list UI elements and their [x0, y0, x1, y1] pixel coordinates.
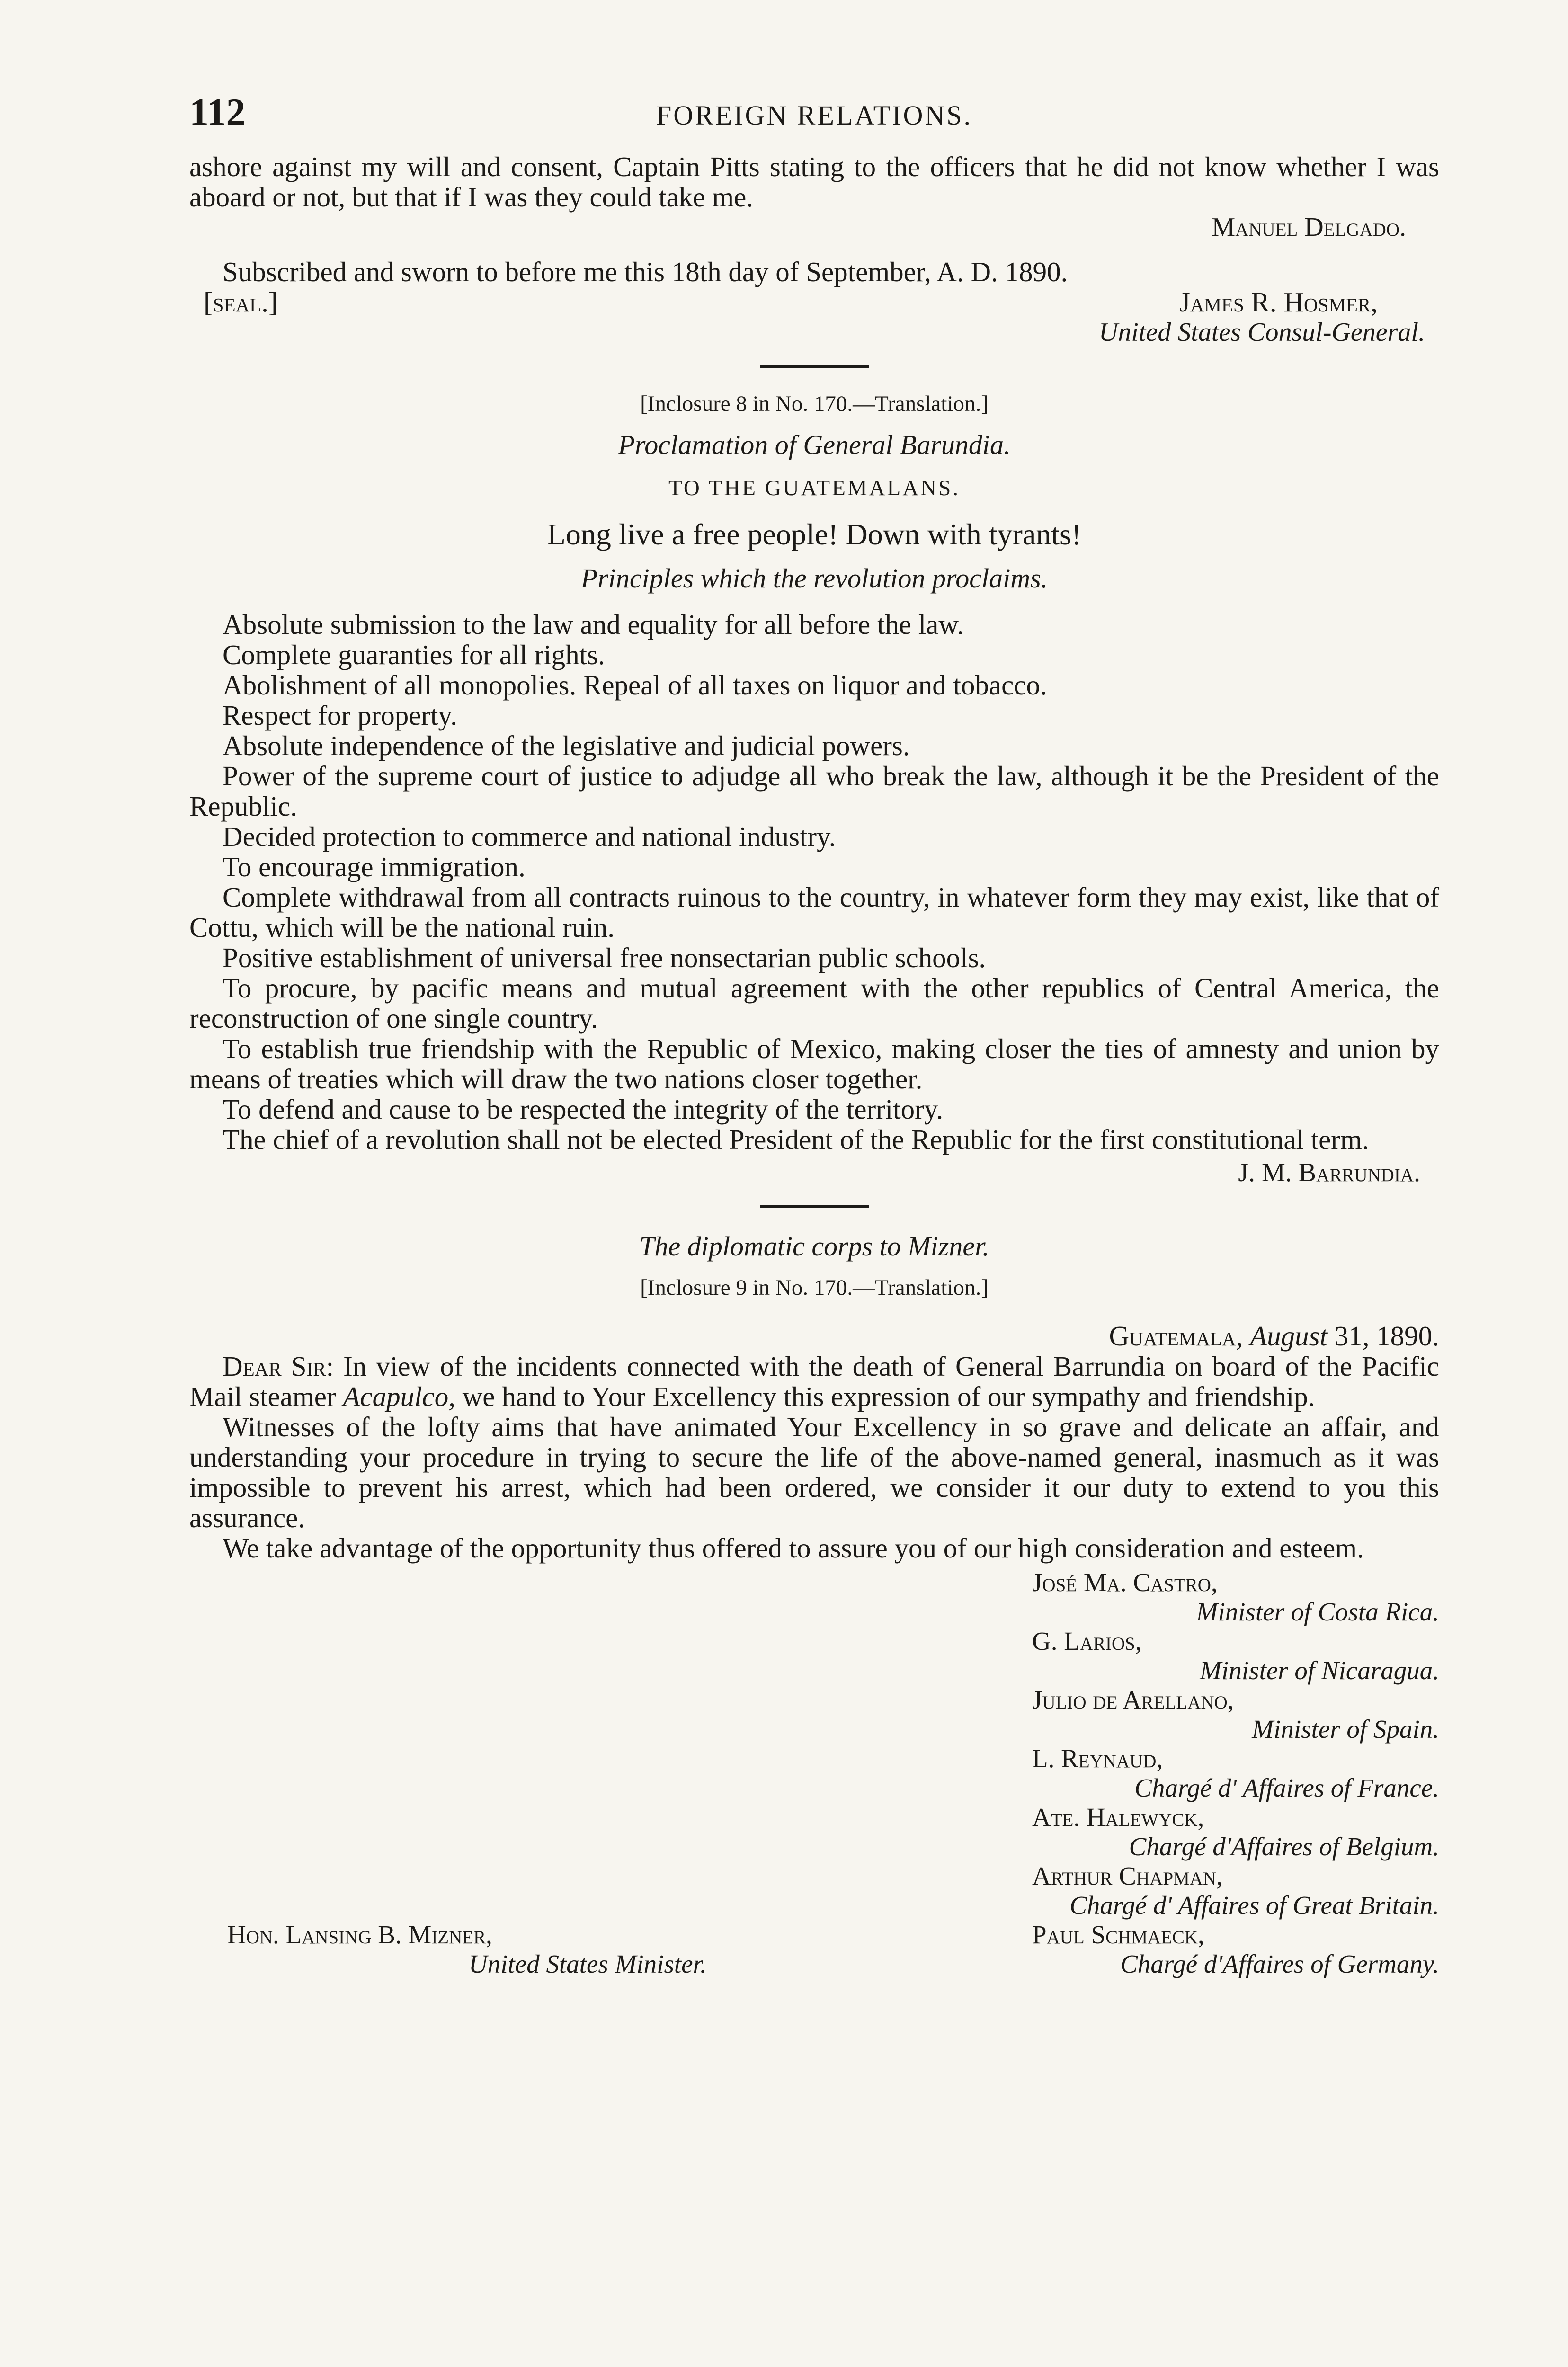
signatory-title: Chargé d' Affaires of Great Britain.	[1069, 1891, 1439, 1920]
letter-text: In view of the incidents connected with the death of General Barrundia on board of the Pacific Mail steamer	[189, 1351, 1439, 1412]
dateline-place: Guatemala,	[1109, 1320, 1243, 1352]
dateline-day-year: 31, 1890.	[1334, 1320, 1439, 1352]
signature-delgado: Manuel Delgado.	[1212, 213, 1406, 242]
running-title: FOREIGN RELATIONS.	[656, 100, 973, 131]
principle-item: To defend and cause to be respected the integrity of the territory.	[223, 1094, 944, 1125]
signatory-title: Chargé d'Affaires of Germany.	[1120, 1949, 1439, 1978]
signatory-name: Arthur Chapman,	[1032, 1861, 1223, 1890]
principle-item: The chief of a revolution shall not be elected President of the Republic for the first constitutional term.	[223, 1124, 1369, 1155]
seal-mark: [seal.]	[204, 286, 278, 318]
proclamation-title: Proclamation of General Barundia.	[618, 429, 1011, 460]
principle-item: Respect for property.	[223, 700, 457, 731]
continued-paragraph: ashore against my will and consent, Captain Pitts stating to the officers that he did not know whether I was aboard or not, but that if I was they could take me.	[189, 151, 1439, 213]
signatories-block	[189, 1568, 1439, 1979]
page-number: 112	[189, 90, 246, 133]
principle-item: Decided protection to commerce and national industry.	[223, 821, 836, 852]
proclamation-addressee: TO THE GUATEMALANS.	[668, 476, 961, 500]
principle-item: To encourage immigration.	[223, 851, 526, 882]
principles-list	[189, 609, 1439, 1155]
dateline-month: August	[1250, 1320, 1327, 1352]
principle-item: Absolute submission to the law and equality for all before the law.	[223, 609, 964, 640]
signatory-name: José Ma. Castro,	[1032, 1568, 1218, 1597]
signatory-name: Ate. Halewyck,	[1032, 1803, 1204, 1832]
inclosure-8-label: [Inclosure 8 in No. 170.—Translation.]	[640, 392, 989, 416]
principle-item: Complete withdrawal from all contracts ruinous to the country, in whatever form they may exist, like that of Cottu, which will be the national ruin.	[189, 881, 1439, 943]
principle-item: Power of the supreme court of justice to adjudge all who break the law, although it be the President of the Republic.	[189, 760, 1439, 822]
principle-item: To establish true friendship with the Republic of Mexico, making closer the ties of amnesty and union by means of treaties which will draw the two nations closer together.	[189, 1033, 1439, 1095]
principle-item: Complete guaranties for all rights.	[223, 639, 605, 670]
signatory-name: Paul Schmaeck,	[1032, 1920, 1204, 1949]
page-header	[189, 90, 1439, 151]
document-page	[189, 90, 1439, 1979]
principle-item: Absolute independence of the legislative and judicial powers.	[223, 730, 910, 761]
consul-name: James R. Hosmer,	[1179, 286, 1378, 318]
section-divider	[760, 1205, 869, 1208]
signature-barrundia: J. M. Barrundia.	[1238, 1158, 1420, 1187]
addressee-title: United States Minister.	[469, 1949, 707, 1978]
principles-heading: Principles which the revolution proclaims.	[580, 563, 1048, 594]
inclosure-9-label: [Inclosure 9 in No. 170.—Translation.]	[640, 1275, 989, 1300]
principle-item: Positive establishment of universal free nonsectarian public schools.	[223, 942, 986, 973]
sworn-statement: Subscribed and sworn to before me this 18th day of September, A. D. 1890.	[223, 256, 1068, 287]
signatory-name: L. Reynaud,	[1032, 1744, 1163, 1773]
signatory-title: Chargé d' Affaires of France.	[1134, 1773, 1439, 1802]
principle-item: Abolishment of all monopolies. Repeal of all taxes on liquor and tobacco.	[223, 669, 1047, 701]
letter-paragraph-3: We take advantage of the opportunity thus offered to assure you of our high consideration and esteem.	[223, 1532, 1364, 1564]
section-divider	[760, 365, 869, 368]
ship-name: Acapulco,	[343, 1381, 455, 1412]
letter-text: we hand to Your Excellency this expression of our sympathy and friendship.	[462, 1381, 1315, 1412]
signatory-title: Chargé d'Affaires of Belgium.	[1129, 1832, 1439, 1861]
dateline	[189, 1321, 1439, 1351]
consul-title: United States Consul-General.	[1098, 318, 1425, 347]
letter-paragraph-1	[189, 1351, 1439, 1412]
signatory-title: Minister of Nicaragua.	[1200, 1656, 1439, 1685]
letter-title: The diplomatic corps to Mizner.	[639, 1231, 989, 1262]
proclamation-slogan: Long live a free people! Down with tyrants!	[547, 517, 1082, 551]
signatory-name: Julio de Arellano,	[1032, 1685, 1234, 1714]
principle-item: To procure, by pacific means and mutual agreement with the other republics of Central America, the reconstruction of one single country.	[189, 972, 1439, 1034]
seal-row	[189, 287, 1439, 317]
signatory-name: G. Larios,	[1032, 1627, 1142, 1655]
letter-paragraph-2: Witnesses of the lofty aims that have animated Your Excellency in so grave and delicate an affair, and understanding your procedure in trying to secure the life of the above-named general, inasmuch as it was impossible to prevent his arrest, which had been ordered, we consider it our duty to extend to you this assurance.	[189, 1411, 1439, 1533]
addressee-name: Hon. Lansing B. Mizner,	[227, 1920, 492, 1949]
signatory-title: Minister of Spain.	[1252, 1715, 1439, 1744]
salutation: Dear Sir:	[223, 1351, 334, 1382]
signatory-title: Minister of Costa Rica.	[1196, 1597, 1439, 1626]
